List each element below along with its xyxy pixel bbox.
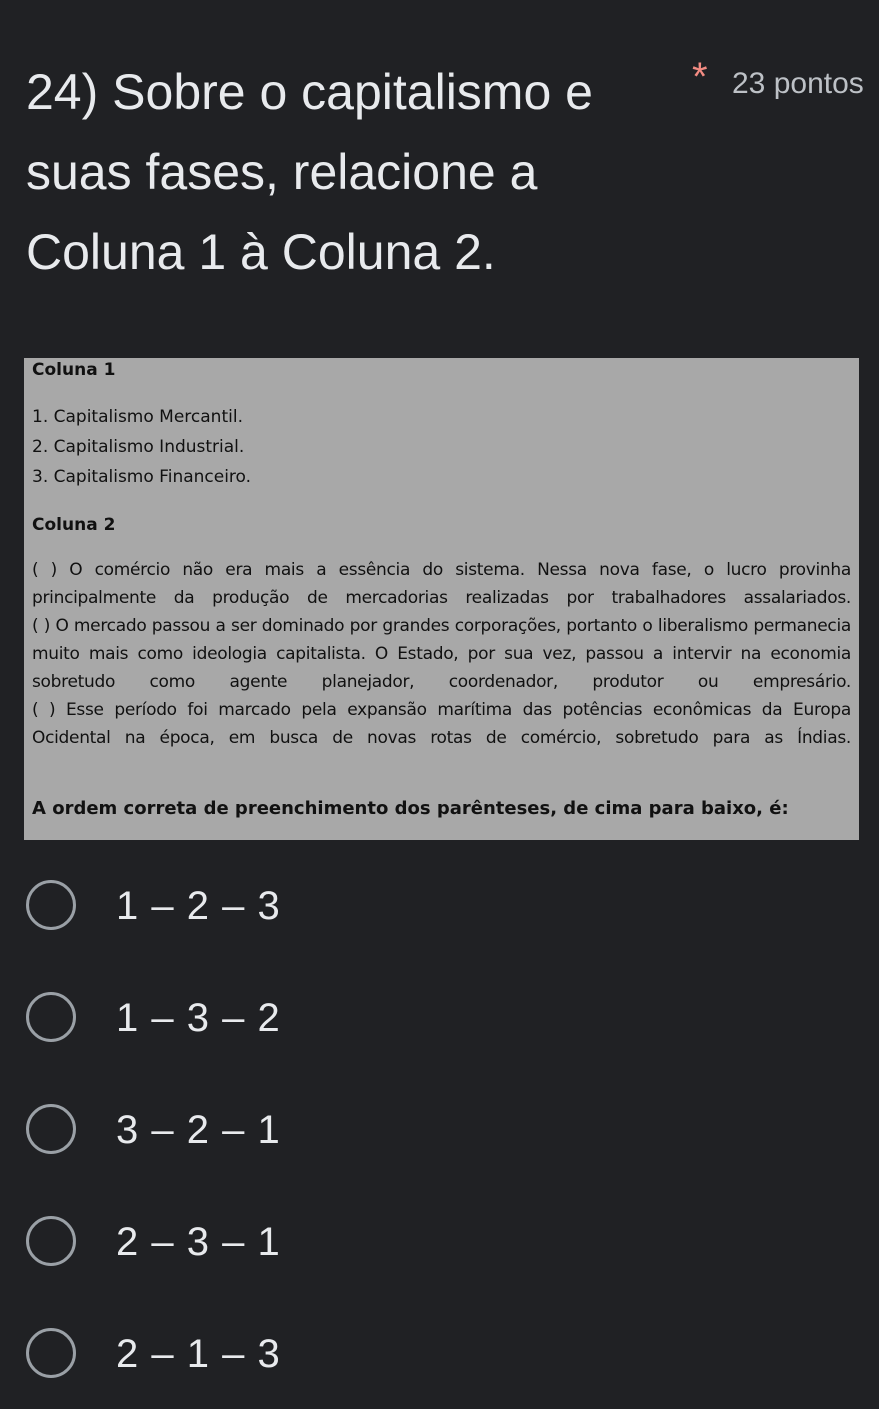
radio-button-icon[interactable] — [26, 1328, 76, 1378]
radio-button-icon[interactable] — [26, 880, 76, 930]
column-1-list — [32, 402, 251, 492]
radio-button-icon[interactable] — [26, 1104, 76, 1154]
option-3[interactable] — [26, 1094, 426, 1164]
option-1[interactable] — [26, 870, 426, 940]
column-2-item: ( ) O mercado passou a ser dominado por grandes corporações, portanto o liberalismo permanecia muito mais como ideologia capitalista. O Estado, por sua vez, passou a intervir na economia sobretudo como agente planejador, coordenador, produtor ou empresário. — [32, 616, 851, 692]
column-2-heading: Coluna 2 — [32, 515, 116, 535]
question-header — [26, 52, 866, 292]
option-2[interactable] — [26, 982, 426, 1052]
column-1-item: 3. Capitalismo Financeiro. — [32, 467, 252, 487]
radio-button-icon[interactable] — [26, 1216, 76, 1266]
column-2-item: ( ) O comércio não era mais a essência do sistema. Nessa nova fase, o lucro provinha principalmente da produção de mercadorias realizadas por trabalhadores assalariados. — [32, 560, 851, 608]
column-1-item: 1. Capitalismo Mercantil. — [32, 407, 243, 427]
column-2-item: ( ) Esse período foi marcado pela expansão marítima das potências econômicas da Europa Ocidental na época, em busca de novas rotas de comércio, sobretudo para as Índias. — [32, 700, 851, 748]
option-label[interactable]: 2 – 3 – 1 — [116, 1220, 281, 1264]
question-title: 24) Sobre o capitalismo e suas fases, relacione a Coluna 1 à Coluna 2. — [26, 64, 593, 280]
question-prompt: A ordem correta de preenchimento dos parênteses, de cima para baixo, é: — [32, 798, 789, 819]
option-4[interactable] — [26, 1206, 426, 1276]
points-label: 23 pontos — [732, 67, 864, 100]
option-5[interactable] — [26, 1318, 426, 1388]
column-1-item: 2. Capitalismo Industrial. — [32, 437, 245, 457]
column-1-heading: Coluna 1 — [32, 360, 116, 380]
option-label[interactable]: 3 – 2 – 1 — [116, 1108, 281, 1152]
option-label[interactable]: 2 – 1 – 3 — [116, 1332, 281, 1376]
option-label[interactable]: 1 – 3 – 2 — [116, 996, 281, 1040]
column-2-list — [32, 556, 851, 752]
required-marker: * — [692, 55, 708, 99]
question-image — [24, 358, 859, 840]
option-label[interactable]: 1 – 2 – 3 — [116, 884, 281, 928]
radio-button-icon[interactable] — [26, 992, 76, 1042]
